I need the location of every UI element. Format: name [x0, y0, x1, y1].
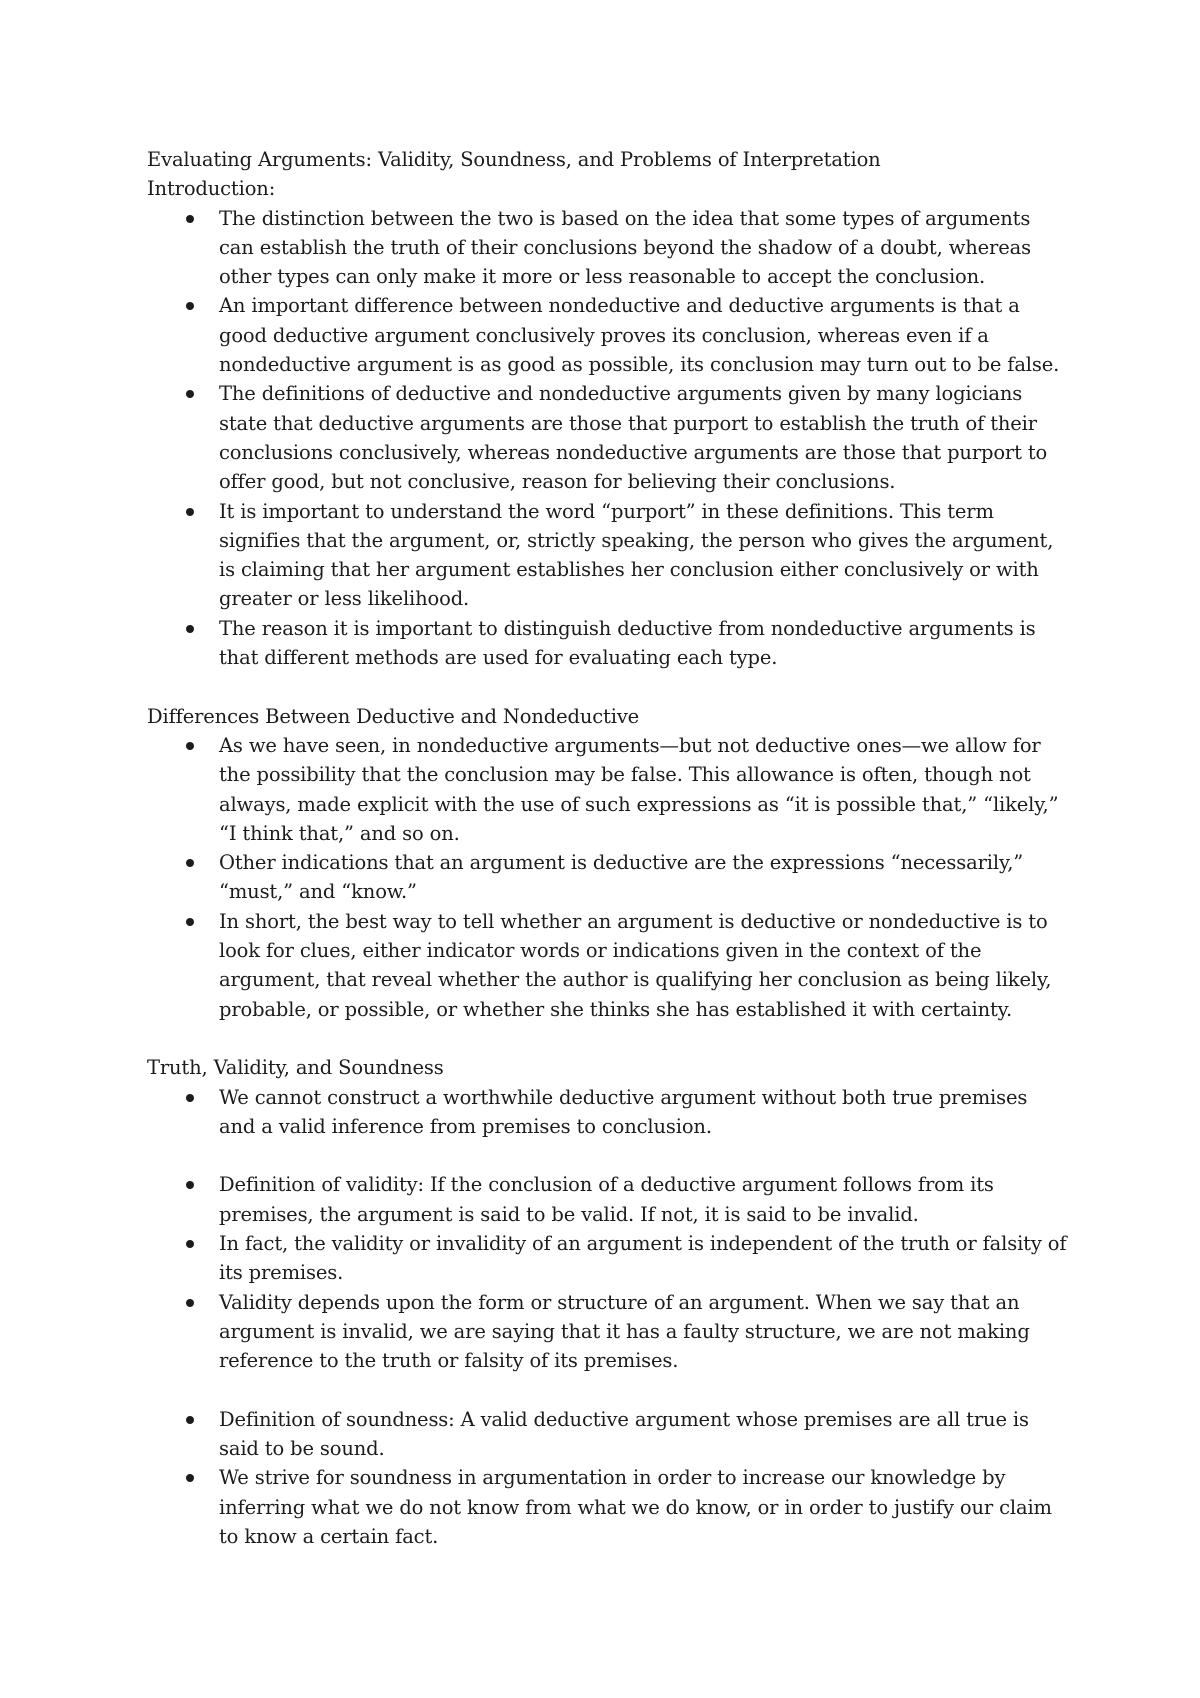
bullet-icon	[186, 1181, 194, 1189]
blank-line	[147, 1375, 1067, 1404]
bullet-icon	[186, 742, 194, 750]
section-heading-differences: Differences Between Deductive and Nondeductive	[147, 704, 640, 728]
bullet-list-validity	[147, 1170, 1067, 1375]
list-item: Definition of validity: If the conclusion of a deductive argument follows from its premises, the argument is said to be valid. If not, it is said to be invalid.	[147, 1170, 1067, 1229]
bullet-icon	[186, 390, 194, 398]
list-item: The distinction between the two is based on the idea that some types of arguments can establish the truth of their conclusions beyond the shadow of a doubt, whereas other types can only make it more or less reasonable to accept the conclusion.	[147, 204, 1067, 292]
list-item: The definitions of deductive and nondeductive arguments given by many logicians state that deductive arguments are those that purport to establish the truth of their conclusions conclusively, whereas nondeductive arguments are those that purport to offer good, but not conclusive, reason for believing their conclusions.	[147, 379, 1067, 496]
section-heading-truth-validity-soundness: Truth, Validity, and Soundness	[147, 1056, 444, 1080]
list-item: It is important to understand the word “purport” in these definitions. This term signifies that the argument, or, strictly speaking, the person who gives the argument, is claiming that her argument establishes her conclusion either conclusively or with greater or less likelihood.	[147, 497, 1067, 614]
document-page	[147, 145, 1067, 1551]
section-heading-introduction: Introduction:	[147, 177, 276, 201]
bullet-icon	[186, 1240, 194, 1248]
list-item: Validity depends upon the form or structure of an argument. When we say that an argument is invalid, we are saying that it has a faulty structure, we are not making reference to the truth or falsity of its premises.	[147, 1288, 1067, 1376]
bullet-icon	[186, 302, 194, 310]
list-item: We cannot construct a worthwhile deductive argument without both true premises and a valid inference from premises to conclusion.	[147, 1083, 1067, 1142]
bullet-icon	[186, 1474, 194, 1482]
bullet-icon	[186, 1416, 194, 1424]
list-item: An important difference between nondeductive and deductive arguments is that a good deductive argument conclusively proves its conclusion, whereas even if a nondeductive argument is as good as possible, its conclusion may turn out to be false.	[147, 291, 1067, 379]
bullet-list-soundness	[147, 1405, 1067, 1551]
bullet-list-truth	[147, 1083, 1067, 1142]
document-title: Evaluating Arguments: Validity, Soundness, and Problems of Interpretation	[147, 148, 881, 171]
bullet-icon	[186, 1299, 194, 1307]
blank-line	[147, 1141, 1067, 1170]
bullet-icon	[186, 215, 194, 223]
blank-line	[147, 1024, 1067, 1053]
bullet-icon	[186, 625, 194, 633]
bullet-icon	[186, 1094, 194, 1102]
bullet-list-differences	[147, 731, 1067, 1024]
bullet-icon	[186, 859, 194, 867]
list-item: In short, the best way to tell whether an argument is deductive or nondeductive is to look for clues, either indicator words or indications given in the context of the argument, that reveal whether the author is qualifying her conclusion as being likely, probable, or possible, or whether she thinks she has established it with certainty.	[147, 907, 1067, 1024]
list-item: Definition of soundness: A valid deductive argument whose premises are all true is said to be sound.	[147, 1405, 1067, 1464]
list-item: As we have seen, in nondeductive arguments—but not deductive ones—we allow for the possibility that the conclusion may be false. This allowance is often, though not always, made explicit with the use of such expressions as “it is possible that,” “likely,” “I think that,” and so on.	[147, 731, 1067, 848]
bullet-icon	[186, 918, 194, 926]
list-item: In fact, the validity or invalidity of an argument is independent of the truth or falsity of its premises.	[147, 1229, 1067, 1288]
list-item: We strive for soundness in argumentation in order to increase our knowledge by inferring what we do not know from what we do know, or in order to justify our claim to know a certain fact.	[147, 1463, 1067, 1551]
bullet-list-introduction	[147, 204, 1067, 673]
list-item: Other indications that an argument is deductive are the expressions “necessarily,” “must,” and “know.”	[147, 848, 1067, 907]
list-item: The reason it is important to distinguish deductive from nondeductive arguments is that different methods are used for evaluating each type.	[147, 614, 1067, 673]
blank-line	[147, 672, 1067, 701]
bullet-icon	[186, 508, 194, 516]
